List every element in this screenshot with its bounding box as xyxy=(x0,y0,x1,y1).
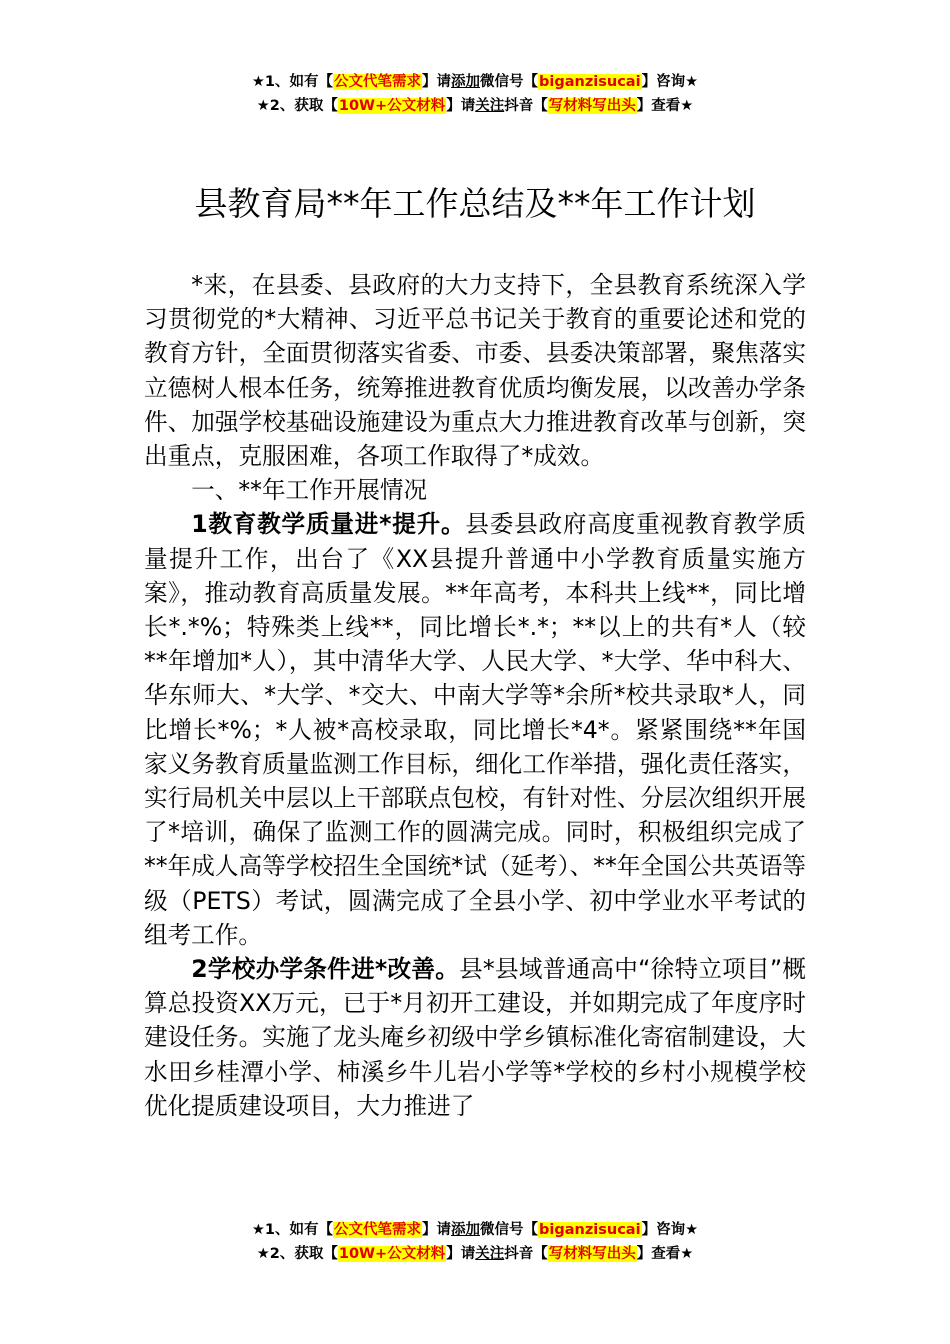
promo-underlined-text: 关注 xyxy=(475,98,505,114)
item-1-paragraph xyxy=(144,507,806,952)
promo-text: ★1、如有【 xyxy=(251,1222,334,1238)
promo-text: 】查看★ xyxy=(636,98,694,114)
promo-text: 微信号【 xyxy=(480,1222,539,1238)
wechat-id-highlight: biganzisucai xyxy=(539,1222,641,1238)
promo-underlined-text: 关注 xyxy=(475,1246,505,1262)
header-promo-banner xyxy=(0,70,950,118)
douyin-account-highlight: 写材料写出头 xyxy=(548,98,636,114)
promo-line-1 xyxy=(0,1218,950,1242)
promo-text: 】请 xyxy=(446,98,476,114)
item-2-paragraph xyxy=(144,952,806,1123)
footer-promo-banner xyxy=(0,1218,950,1266)
promo-text: 】咨询★ xyxy=(641,1222,699,1238)
wechat-id-highlight: biganzisucai xyxy=(539,74,641,90)
promo-text: ★2、获取【 xyxy=(256,1246,338,1262)
promo-text: ★2、获取【 xyxy=(256,98,338,114)
intro-paragraph: *来，在县委、县政府的大力支持下，全县教育系统深入学习贯彻党的*大精神、习近平总书记关于教育的重要论述和党的教育方针，全面贯彻落实省委、市委、县委决策部署，聚焦落实立德树人根本任务，统筹推进教育优质均衡发展，以改善办学条件、加强学校基础设施建设为重点大力推进教育改革与创新，突出重点，克服困难，各项工作取得了*成效。 xyxy=(144,271,806,471)
promo-text: 】请 xyxy=(422,1222,452,1238)
promo-text: 】请 xyxy=(446,1246,476,1262)
item-1-text: 县委县政府高度重视教育教学质量提升工作，出台了《XX县提升普通中小学教育质量实施方案》，推动教育高质量发展。**年高考，本科共上线**，同比增长*.*%；特殊类上线**，同比增长*.*；**以上的共有*人（较**年增加*人），其中清华大学、人民大学、*大学、华中科大、华东师大、*大学、*交大、中南大学等*余所*校共录取*人，同比增长*%；*人被*高校录取，同比增长*4*。紧紧围绕**年国家义务教育质量监测工作目标，细化工作举措，强化责任落实，实行局机关中层以上干部联点包校，有针对性、分层次组织开展了*培训，确保了监测工作的圆满完成。同时，积极组织完成了**年成人高等学校招生全国统*试（延考）、**年全国公共英语等级（PETS）考试，圆满完成了全县小学、初中学业水平考试的组考工作。 xyxy=(144,510,806,949)
item-2-text: 县*县域普通高中“徐特立项目”概算总投资XX万元，已于*月初开工建设，并如期完成了年度序时建设任务。实施了龙头庵乡初级中学乡镇标准化寄宿制建设，大水田乡桂潭小学、柿溪乡牛儿岩小学等*学校的乡村小规模学校优化提质建设项目，大力推进了 xyxy=(144,955,806,1120)
promo-underlined-text: 添加 xyxy=(451,1222,481,1238)
promo-highlight: 10W+公文材料 xyxy=(338,98,446,114)
promo-text: 】请 xyxy=(422,74,452,90)
item-2-lead: 2学校办学条件进*改善。 xyxy=(191,955,460,984)
item-1-lead: 1教育教学质量进*提升。 xyxy=(191,510,466,539)
promo-text: ★1、如有【 xyxy=(251,74,334,90)
promo-line-2 xyxy=(0,1242,950,1266)
promo-text: 】查看★ xyxy=(636,1246,694,1262)
promo-highlight: 公文代笔需求 xyxy=(334,74,422,90)
promo-line-2 xyxy=(0,94,950,118)
douyin-account-highlight: 写材料写出头 xyxy=(548,1246,636,1262)
promo-highlight: 10W+公文材料 xyxy=(338,1246,446,1262)
promo-text: 微信号【 xyxy=(480,74,539,90)
document-body xyxy=(144,268,806,1123)
promo-text: 】咨询★ xyxy=(641,74,699,90)
promo-text: 抖音【 xyxy=(504,98,548,114)
promo-text: 抖音【 xyxy=(504,1246,548,1262)
promo-line-1 xyxy=(0,70,950,94)
section-heading: 一、**年工作开展情况 xyxy=(191,476,428,505)
promo-underlined-text: 添加 xyxy=(451,74,481,90)
promo-highlight: 公文代笔需求 xyxy=(334,1222,422,1238)
document-title: 县教育局**年工作总结及**年工作计划 xyxy=(194,184,756,223)
